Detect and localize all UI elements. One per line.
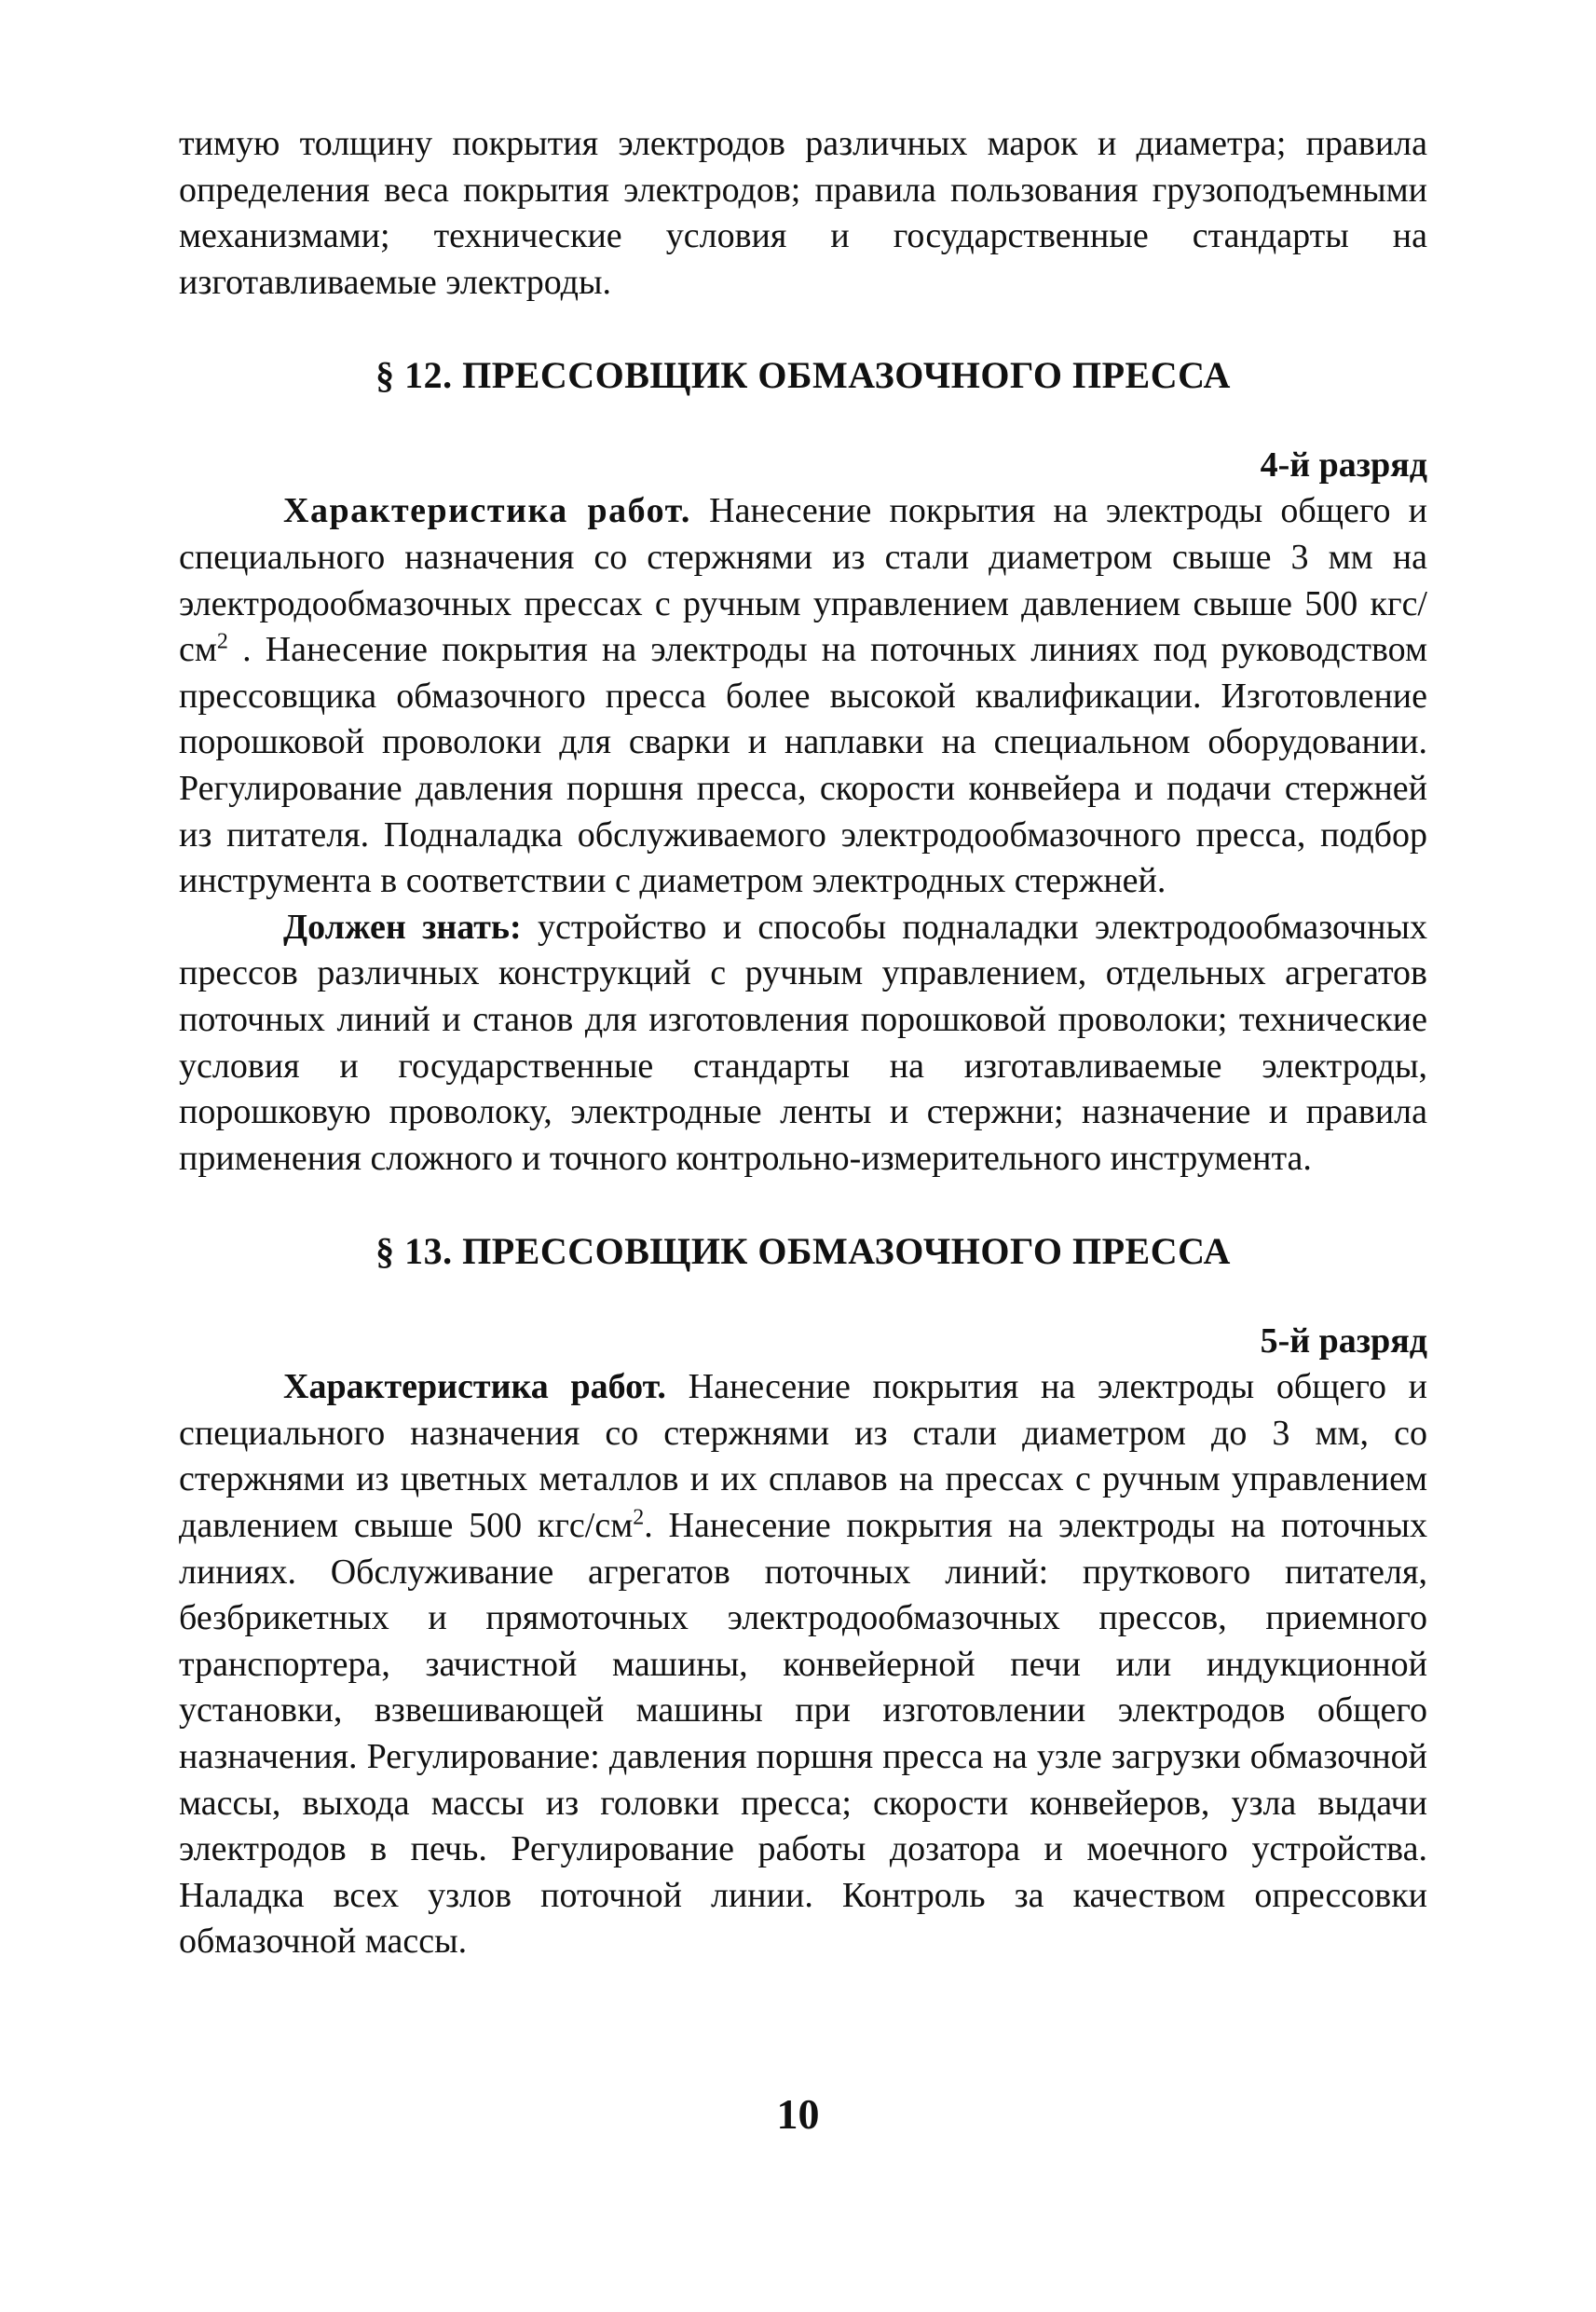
section-12-work-text-a: Нанесение покрытия на электроды общего и специального назначения со стержнями из стали диаметром свыше 3 мм на электродообмазочных прессах с ручным управлением давлением свыше 500 кгс/см [179,491,1428,670]
section-13-work-text-a: Нанесение покрытия на электроды общего и специального назначения со стержнями из стали диаметром до 3 мм, со стержнями из цветных металлов и их сплавов на прессах с ручным управлением давлением свыше 500 кгс/см [179,1367,1428,1546]
section-12-work-text-b: . Нанесение покрытия на электроды на поточных линиях под руководством прессовщика обмазочного пресса более высокой квалификации. Изготовление порошковой проволоки для сварки и наплавки на специальном оборудовании. Регулирование давления поршня пресса, скорости конвейера и подачи стержней из питателя. Подналадка обслуживаемого электродообмазочного пресса, подбор инструмента в соответствии с диаметром электродных стержней. [179,630,1427,901]
section-13-work-text-b: . Нанесение покрытия на электроды на поточных линиях. Обслуживание агрегатов поточных линий: пруткового питателя, безбрикетных и прямоточных электродообмазочных прессов, приемного транспортера, зачистной машины, конвейерной печи или индукционной установки, взвешивающей машины при изготовлении электродов общего назначения. Регулирование: давления поршня пресса на узле загрузки обмазочной массы, выхода массы из головки пресса; скорости конвейеров, узла выдачи электродов в печь. Регулирование работы дозатора и моечного устройства. Наладка всех узлов поточной линии. Контроль за качеством опрессовки обмазочной массы. [179,1506,1427,1962]
section-13-grade: 5-й разряд [1260,1321,1427,1361]
page-number: 10 [776,2090,820,2138]
section-12-work-lead: Характеристика работ. [283,491,691,531]
section-12-work-paragraph [179,488,1427,904]
section-13-work-paragraph [179,1364,1427,1965]
section-12-work-superscript: 2 [216,629,228,654]
section-13-work-superscript: 2 [633,1505,645,1530]
section-12-heading: § 12. ПРЕССОВЩИК ОБМАЗОЧНОГО ПРЕССА [375,354,1231,397]
section-13-work-lead: Характеристика работ. [283,1367,666,1407]
section-12-grade: 4-й разряд [1260,445,1427,486]
intro-paragraph: тимую толщину покрытия электродов различных марок и диаметра; правила определения веса покрытия электродов; правила пользования грузоподъемными механизмами; технические условия и государственные стандарты на изготавливаемые электроды. [179,124,1427,302]
section-12-knowledge-text: устройство и способы подналадки электродообмазочных прессов различных конструкций с ручным управлением, отдельных агрегатов поточных линий и станов для изготовления порошковой проволоки; технические условия и государственные стандарты на изготавливаемые электроды, порошковую проволоку, электродные ленты и стержни; назначение и правила применения сложного и точного контрольно-измерительного инструмента. [179,907,1427,1178]
section-12-knowledge-lead: Должен знать: [283,907,522,947]
section-13-heading: § 13. ПРЕССОВЩИК ОБМАЗОЧНОГО ПРЕССА [375,1230,1231,1273]
document-page [179,121,1427,1965]
section-12-knowledge-paragraph [179,905,1427,1183]
